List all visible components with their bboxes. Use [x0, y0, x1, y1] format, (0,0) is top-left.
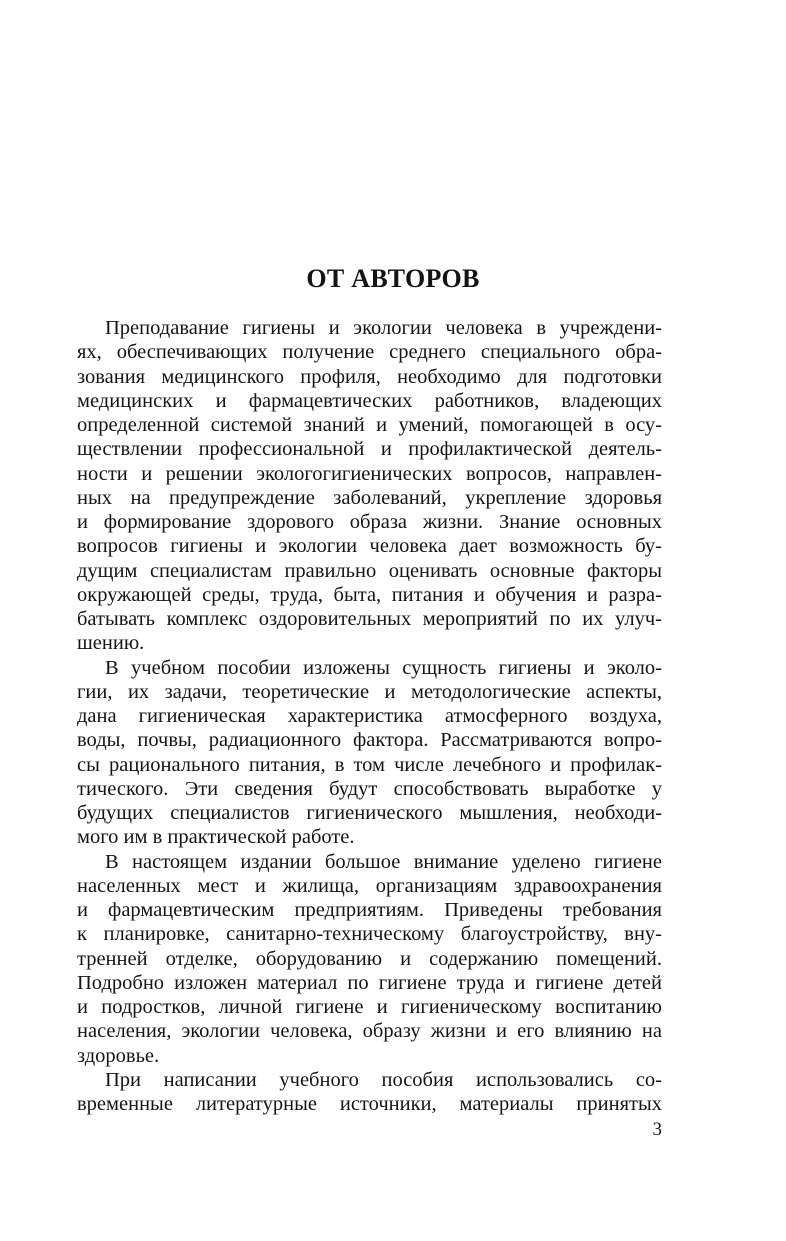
text-line: батывать комплекс оздоровительных мероприятий по их улуч-	[77, 608, 662, 630]
paragraph	[77, 316, 662, 656]
text-line: мого им в практической работе.	[77, 826, 355, 849]
text-line: ях, обеспечивающих получение среднего специального обра-	[77, 341, 662, 364]
text-line: сы рационального питания, в том числе лечебного и профилак-	[77, 753, 662, 776]
text-line: вопросов гигиены и экологии человека дает возможность бу-	[77, 535, 662, 558]
text-line: дущим специалистам правильно оценивать основные факторы	[77, 559, 662, 582]
text-line: здоровье.	[77, 1044, 160, 1067]
text-line: тренней отделке, оборудованию и содержанию помещений.	[77, 947, 662, 970]
text-line: и формирование здорового образа жизни. Знание основных	[77, 511, 662, 533]
text-line: дана гигиеническая характеристика атмосферного воздуха,	[77, 705, 662, 727]
text-line: Подробно изложен материал по гигиене труда и гигиене детей	[77, 971, 662, 994]
body-text	[77, 316, 662, 1116]
text-line: ществлении профессиональной и профилактической деятель-	[77, 438, 662, 461]
page-title: ОТ АВТОРОВ	[306, 264, 480, 293]
text-line: населенных мест и жилища, организациям здравоохранения	[77, 874, 662, 897]
paragraph	[77, 850, 662, 1068]
paragraph	[77, 656, 662, 850]
text-line: и фармацевтическим предприятиям. Приведены требования	[77, 899, 662, 921]
text-line: населения, экологии человека, образу жизни и его влиянию на	[77, 1020, 662, 1043]
text-line: Преподавание гигиены и экологии человека в учреждени-	[105, 317, 662, 339]
text-line: временные литературные источники, материалы принятых	[77, 1093, 662, 1115]
text-line: При написании учебного пособия использовались со-	[105, 1068, 662, 1091]
text-line: и подростков, личной гигиене и гигиеническому воспитанию	[77, 996, 662, 1018]
text-line: к планировке, санитарно-техническому благоустройству, вну-	[77, 923, 662, 946]
paragraph	[77, 1068, 662, 1117]
text-line: В учебном пособии изложены сущность гигиены и эколо-	[105, 656, 662, 679]
page-number: 3	[652, 1119, 662, 1140]
text-line: тического. Эти сведения будут способствовать выработке у	[77, 777, 662, 800]
text-line: окружающей среды, труда, быта, питания и обучения и разра-	[77, 583, 662, 606]
text-line: гии, их задачи, теоретические и методологические аспекты,	[77, 680, 662, 703]
text-line: воды, почвы, радиационного фактора. Рассматриваются вопро-	[77, 729, 662, 752]
text-line: шению.	[77, 632, 145, 655]
text-line: ных на предупреждение заболеваний, укрепление здоровья	[77, 486, 662, 509]
text-line: зования медицинского профиля, необходимо для подготовки	[77, 365, 662, 388]
text-line: определенной системой знаний и умений, помогающей в осу-	[77, 414, 662, 436]
text-line: В настоящем издании большое внимание уделено гигиене	[105, 850, 662, 873]
text-line: ности и решении экологогигиенических вопросов, направлен-	[77, 462, 662, 485]
text-line: медицинских и фармацевтических работников, владеющих	[77, 389, 662, 412]
text-line: будущих специалистов гигиенического мышления, необходи-	[77, 802, 662, 824]
